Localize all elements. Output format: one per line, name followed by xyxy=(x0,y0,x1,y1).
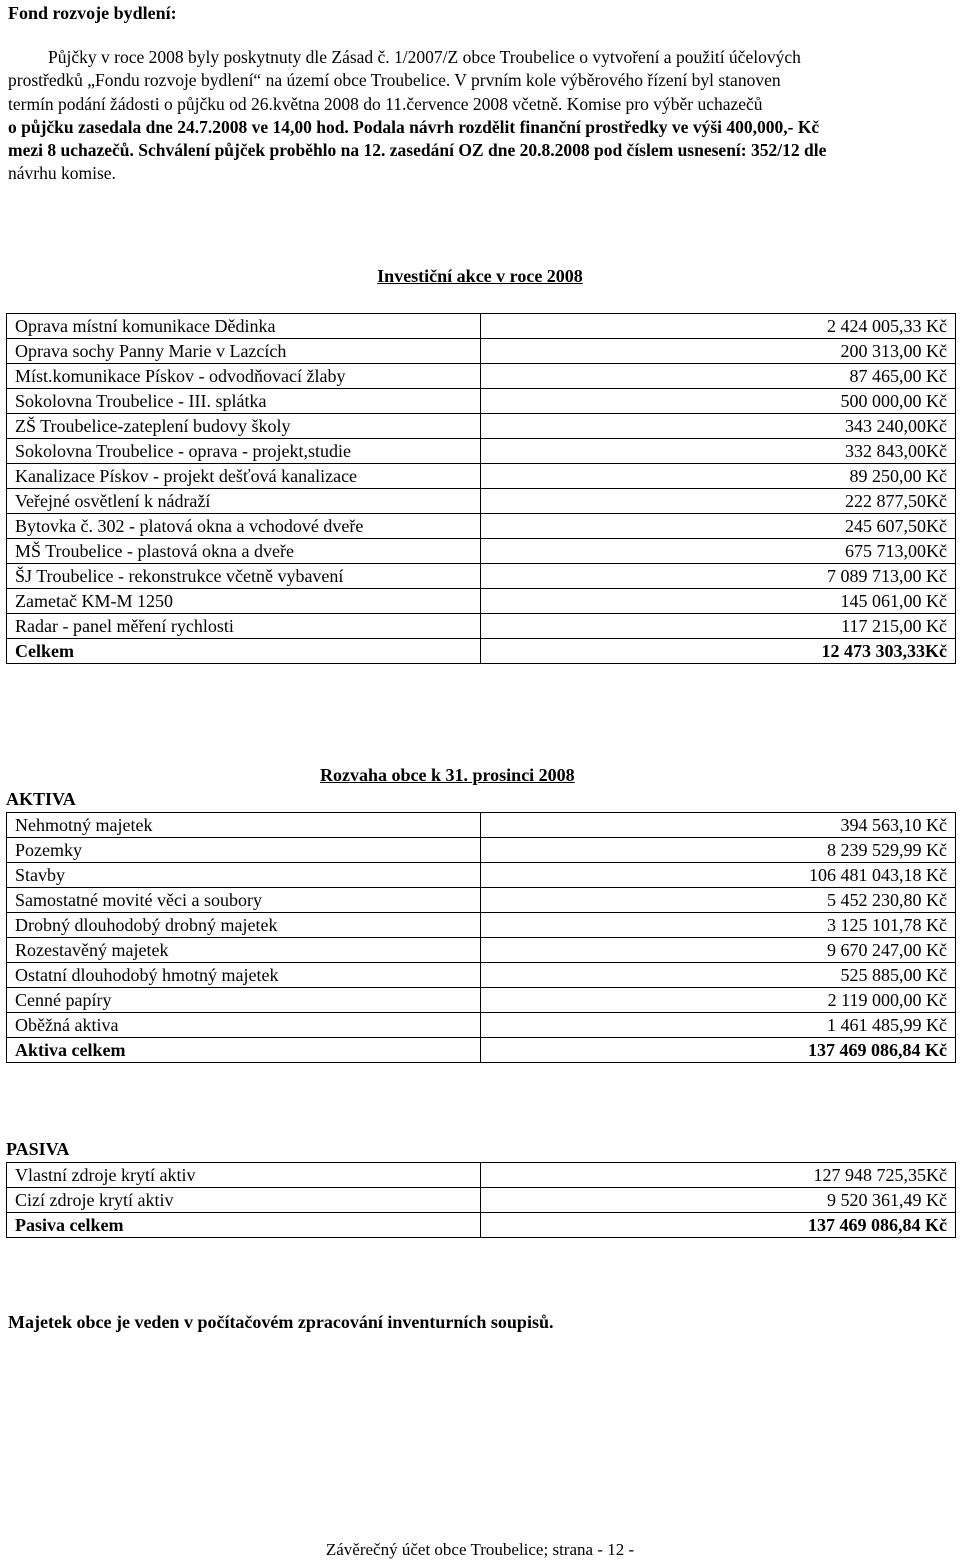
row-value: 3 125 101,78 Kč xyxy=(481,913,956,938)
row-label: Nehmotný majetek xyxy=(7,813,481,838)
section-heading: Fond rozvoje bydlení: xyxy=(8,3,177,23)
row-label: Bytovka č. 302 - platová okna a vchodové dveře xyxy=(7,514,481,539)
row-value: 127 948 725,35Kč xyxy=(481,1163,956,1188)
row-value: 89 250,00 Kč xyxy=(481,464,956,489)
page-footer: Závěrečný účet obce Troubelice; strana - 12 - xyxy=(325,1540,635,1559)
total-value: 12 473 303,33Kč xyxy=(481,639,956,664)
liabilities-label: PASIVA xyxy=(6,1139,70,1159)
paragraph-line: o půjčku zasedala dne 24.7.2008 ve 14,00 hod. Podala návrh rozdělit finanční prostředky ve výši 400,000,- Kč xyxy=(8,116,820,137)
row-value: 2 424 005,33 Kč xyxy=(481,314,956,339)
row-value: 675 713,00Kč xyxy=(481,539,956,564)
row-label: Oběžná aktiva xyxy=(7,1013,481,1038)
table-row xyxy=(7,988,956,1013)
table-row xyxy=(7,1188,956,1213)
table-row xyxy=(7,314,956,339)
loan-paragraph xyxy=(8,46,956,186)
total-label: Pasiva celkem xyxy=(7,1213,481,1238)
total-label: Celkem xyxy=(7,639,481,664)
row-label: Veřejné osvětlení k nádraží xyxy=(7,489,481,514)
paragraph-line: návrhu komise. xyxy=(8,163,116,184)
row-value: 222 877,50Kč xyxy=(481,489,956,514)
row-value: 7 089 713,00 Kč xyxy=(481,564,956,589)
row-label: Ostatní dlouhodobý hmotný majetek xyxy=(7,963,481,988)
row-value: 145 061,00 Kč xyxy=(481,589,956,614)
total-row xyxy=(7,1213,956,1238)
row-label: Drobný dlouhodobý drobný majetek xyxy=(7,913,481,938)
row-label: Kanalizace Pískov - projekt dešťová kanalizace xyxy=(7,464,481,489)
total-row xyxy=(7,1038,956,1063)
row-label: Radar - panel měření rychlosti xyxy=(7,614,481,639)
row-label: Sokolovna Troubelice - III. splátka xyxy=(7,389,481,414)
table-row xyxy=(7,339,956,364)
row-value: 394 563,10 Kč xyxy=(481,813,956,838)
row-value: 8 239 529,99 Kč xyxy=(481,838,956,863)
row-value: 332 843,00Kč xyxy=(481,439,956,464)
row-label: Sokolovna Troubelice - oprava - projekt,studie xyxy=(7,439,481,464)
row-label: Rozestavěný majetek xyxy=(7,938,481,963)
row-value: 87 465,00 Kč xyxy=(481,364,956,389)
row-value: 525 885,00 Kč xyxy=(481,963,956,988)
balance-title: Rozvaha obce k 31. prosinci 2008 xyxy=(320,765,575,785)
table-row xyxy=(7,539,956,564)
row-label: Samostatné movité věci a soubory xyxy=(7,888,481,913)
row-value: 117 215,00 Kč xyxy=(481,614,956,639)
table-row xyxy=(7,589,956,614)
row-label: ŠJ Troubelice - rekonstrukce včetně vybavení xyxy=(7,564,481,589)
paragraph-line: prostředků „Fondu rozvoje bydlení“ na území obce Troubelice. V prvním kole výběrového řízení byl stanoven xyxy=(8,70,781,91)
table-row xyxy=(7,1013,956,1038)
paragraph-line: Půjčky v roce 2008 byly poskytnuty dle Zásad č. 1/2007/Z obce Troubelice o vytvoření a použití účelových xyxy=(48,47,801,67)
row-value: 5 452 230,80 Kč xyxy=(481,888,956,913)
row-label: Vlastní zdroje krytí aktiv xyxy=(7,1163,481,1188)
table-row xyxy=(7,389,956,414)
table-row xyxy=(7,464,956,489)
investments-title: Investiční akce v roce 2008 xyxy=(377,266,583,286)
row-label: ZŠ Troubelice-zateplení budovy školy xyxy=(7,414,481,439)
row-value: 245 607,50Kč xyxy=(481,514,956,539)
table-row xyxy=(7,813,956,838)
total-value: 137 469 086,84 Kč xyxy=(481,1213,956,1238)
table-row xyxy=(7,913,956,938)
paragraph-line: mezi 8 uchazečů. Schválení půjček proběhlo na 12. zasedání OZ dne 20.8.2008 pod číslem usnesení: 352/12 dle xyxy=(8,140,827,161)
total-value: 137 469 086,84 Kč xyxy=(481,1038,956,1063)
total-label: Aktiva celkem xyxy=(7,1038,481,1063)
table-row xyxy=(7,838,956,863)
table-row xyxy=(7,414,956,439)
row-label: Cenné papíry xyxy=(7,988,481,1013)
row-label: Míst.komunikace Pískov - odvodňovací žlaby xyxy=(7,364,481,389)
table-row xyxy=(7,863,956,888)
row-label: Stavby xyxy=(7,863,481,888)
row-value: 9 670 247,00 Kč xyxy=(481,938,956,963)
row-value: 9 520 361,49 Kč xyxy=(481,1188,956,1213)
row-value: 343 240,00Kč xyxy=(481,414,956,439)
row-value: 2 119 000,00 Kč xyxy=(481,988,956,1013)
table-row xyxy=(7,1163,956,1188)
paragraph-line: termín podání žádosti o půjčku od 26.května 2008 do 11.července 2008 včetně. Komise pro výběr uchazečů xyxy=(8,93,763,114)
row-label: Oprava sochy Panny Marie v Lazcích xyxy=(7,339,481,364)
row-label: Oprava místní komunikace Dědinka xyxy=(7,314,481,339)
table-row xyxy=(7,489,956,514)
row-value: 200 313,00 Kč xyxy=(481,339,956,364)
table-row xyxy=(7,439,956,464)
row-label: Pozemky xyxy=(7,838,481,863)
row-value: 500 000,00 Kč xyxy=(481,389,956,414)
assets-table xyxy=(6,812,956,1063)
table-row xyxy=(7,963,956,988)
row-value: 1 461 485,99 Kč xyxy=(481,1013,956,1038)
total-row xyxy=(7,639,956,664)
table-row xyxy=(7,614,956,639)
row-label: Cizí zdroje krytí aktiv xyxy=(7,1188,481,1213)
assets-label: AKTIVA xyxy=(6,789,76,809)
investments-table xyxy=(6,313,956,664)
liabilities-table xyxy=(6,1162,956,1238)
row-label: Zametač KM-M 1250 xyxy=(7,589,481,614)
row-label: MŠ Troubelice - plastová okna a dveře xyxy=(7,539,481,564)
table-row xyxy=(7,888,956,913)
table-row xyxy=(7,514,956,539)
table-row xyxy=(7,564,956,589)
row-value: 106 481 043,18 Kč xyxy=(481,863,956,888)
table-row xyxy=(7,364,956,389)
inventory-note: Majetek obce je veden v počítačovém zpracování inventurních soupisů. xyxy=(8,1312,554,1332)
table-row xyxy=(7,938,956,963)
